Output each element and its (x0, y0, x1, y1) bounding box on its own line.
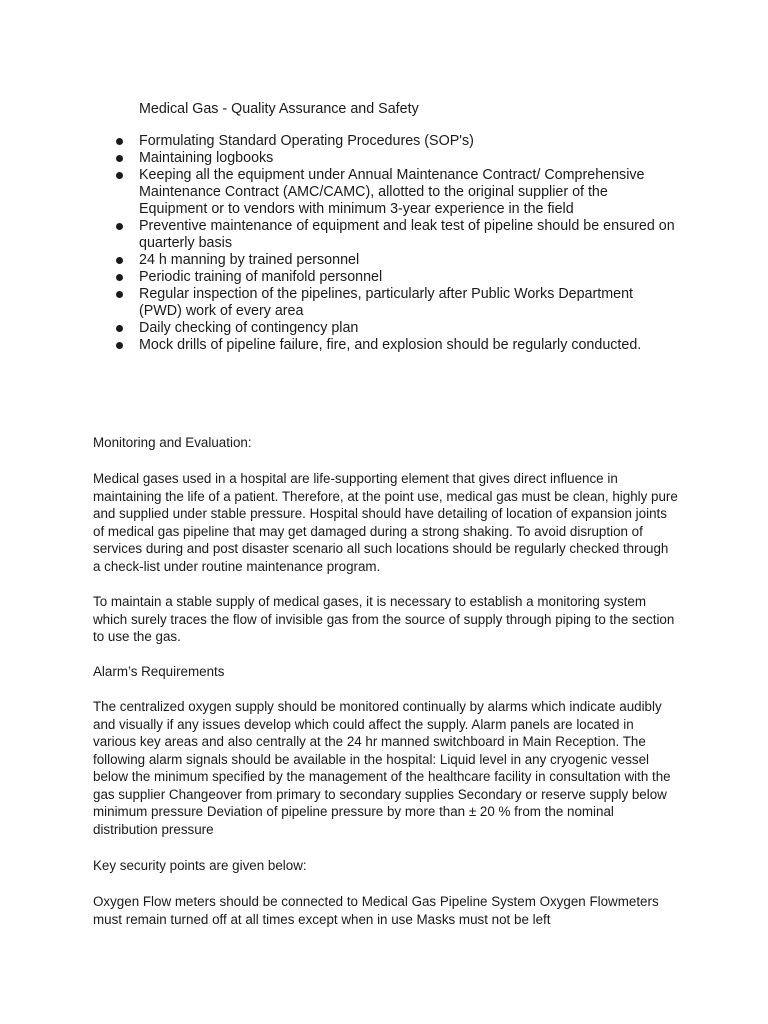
list-item (116, 269, 676, 286)
list-item-text: Maintaining logbooks (139, 150, 274, 166)
list-item (116, 167, 676, 218)
list-item-text: 24 h manning by trained personnel (139, 252, 360, 268)
bullet-icon (116, 291, 123, 298)
list-item (116, 218, 676, 252)
list-item (116, 337, 676, 354)
list-item-text: Formulating Standard Operating Procedures (SOP's) (139, 133, 474, 149)
bullet-icon (116, 155, 123, 162)
list-item-text: Preventive maintenance of equipment and leak test of pipeline should be ensured on quarterly basis (139, 218, 675, 251)
monitoring-heading: Monitoring and Evaluation: (93, 435, 252, 450)
monitoring-paragraph-1: Medical gases used in a hospital are life-supporting element that gives direct influence in maintaining the life of a patient. Therefore, at the point use, medical gas must be clean, highly pure and supplied under stable pressure. Hospital should have detailing of location of expansion joints of medical gas pipeline that may get damaged during a strong shaking. To avoid disruption of services during and post disaster scenario all such locations should be regularly checked through a check-list under routine maintenance program. (93, 471, 678, 574)
bullet-icon (116, 257, 123, 264)
bullet-icon (116, 274, 123, 281)
list-item-text: Daily checking of contingency plan (139, 320, 359, 336)
bullet-icon (116, 223, 123, 230)
security-heading: Key security points are given below: (93, 858, 307, 873)
alarm-heading: Alarm’s Requirements (93, 664, 225, 679)
qa-bullet-list (116, 133, 676, 354)
document-title: Medical Gas - Quality Assurance and Safety (139, 101, 419, 117)
list-item (116, 150, 676, 167)
alarm-paragraph: The centralized oxygen supply should be monitored continually by alarms which indicate audibly and visually if any issues develop which could affect the supply. Alarm panels are located in various key areas and also centrally at the 24 hr manned switchboard in Main Reception. The following alarm signals should be available in the hospital: Liquid level in any cryogenic vessel below the minimum specified by the management of the healthcare facility in consultation with the gas supplier Changeover from primary to secondary supplies Secondary or reserve supply below minimum pressure Deviation of pipeline pressure by more than ± 20 % from the nominal distribution pressure (93, 699, 671, 837)
list-item-text: Keeping all the equipment under Annual Maintenance Contract/ Comprehensive Maintenance Contract (AMC/CAMC), allotted to the original supplier of the Equipment or to vendors with minimum 3-year experience in the field (139, 167, 645, 217)
list-item (116, 320, 676, 337)
list-item-text: Regular inspection of the pipelines, particularly after Public Works Department (PWD) work of every area (139, 286, 634, 319)
bullet-icon (116, 138, 123, 145)
list-item (116, 133, 676, 150)
list-item (116, 252, 676, 269)
bullet-icon (116, 342, 123, 349)
monitoring-paragraph-2: To maintain a stable supply of medical gases, it is necessary to establish a monitoring system which surely traces the flow of invisible gas from the source of supply through piping to the section to use the gas. (93, 594, 675, 644)
list-item-text: Mock drills of pipeline failure, fire, and explosion should be regularly conducted. (139, 337, 642, 353)
list-item (116, 286, 676, 320)
bullet-icon (116, 172, 123, 179)
security-paragraph: Oxygen Flow meters should be connected to Medical Gas Pipeline System Oxygen Flowmeters must remain turned off at all times except when in use Masks must not be left (93, 894, 659, 927)
bullet-icon (116, 325, 123, 332)
list-item-text: Periodic training of manifold personnel (139, 269, 383, 285)
